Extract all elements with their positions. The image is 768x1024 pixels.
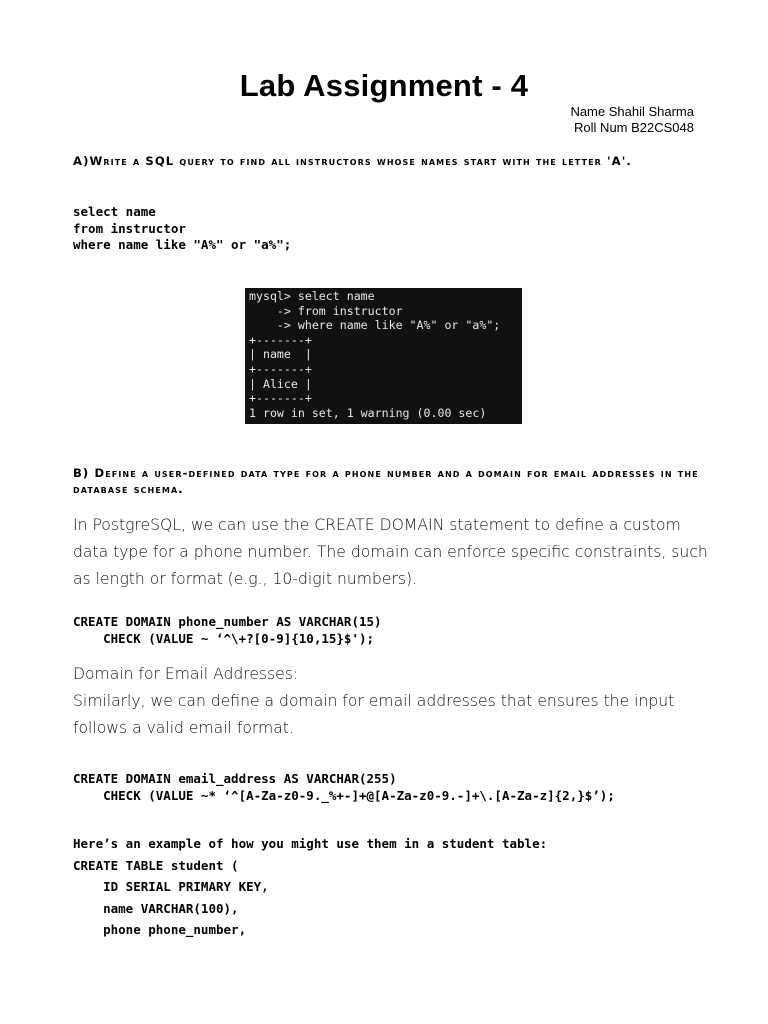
terminal-screenshot [245,288,522,424]
student-table-code: Here’s an example of how you might use them in a student table: CREATE TABLE student ( ID SERIAL PRIMARY KEY, name VARCHAR(100), phone phone_number, [73,836,548,937]
section-a-heading: A)Write a SQL query to find all instructors whose names start with the letter 'A'. [73,154,632,168]
section-a-query: select name from instructor where name like "A%" or "a%"; [73,204,292,252]
email-domain-code: CREATE DOMAIN email_address AS VARCHAR(255) CHECK (VALUE ~* ‘^[A-Za-z0-9._%+-]+@[A-Za-z0-9.-]+\.[A-Za-z]{2,}$’); [73,771,615,803]
section-b-intro: In PostgreSQL, we can use the CREATE DOMAIN statement to define a custom data type for a phone number. The domain can enforce specific constraints, such as length or format (e.g., 10-digit numbers). [73,516,708,588]
page-title: Lab Assignment - 4 [239,68,529,103]
roll-number: Roll Num B22CS048 [574,120,694,135]
terminal-output: mysql> select name -> from instructor -> where name like "A%" or "a%"; +-------+ | name | +-------+ | Alice | +-------+ 1 row in set, 1 warning (0.00 sec) [249,289,501,420]
section-b-heading: B) Define a user-defined data type for a phone number and a domain for email addresses in the database schema. [73,466,699,496]
phone-domain-code: CREATE DOMAIN phone_number AS VARCHAR(15) CHECK (VALUE ~ ‘^\+?[0-9]{10,15}$'); [73,614,382,646]
email-domain-text: Similarly, we can define a domain for email addresses that ensures the input follows a valid email format. [73,692,675,737]
email-domain-heading: Domain for Email Addresses: [73,665,299,683]
author-name: Name Shahil Sharma [570,104,694,119]
